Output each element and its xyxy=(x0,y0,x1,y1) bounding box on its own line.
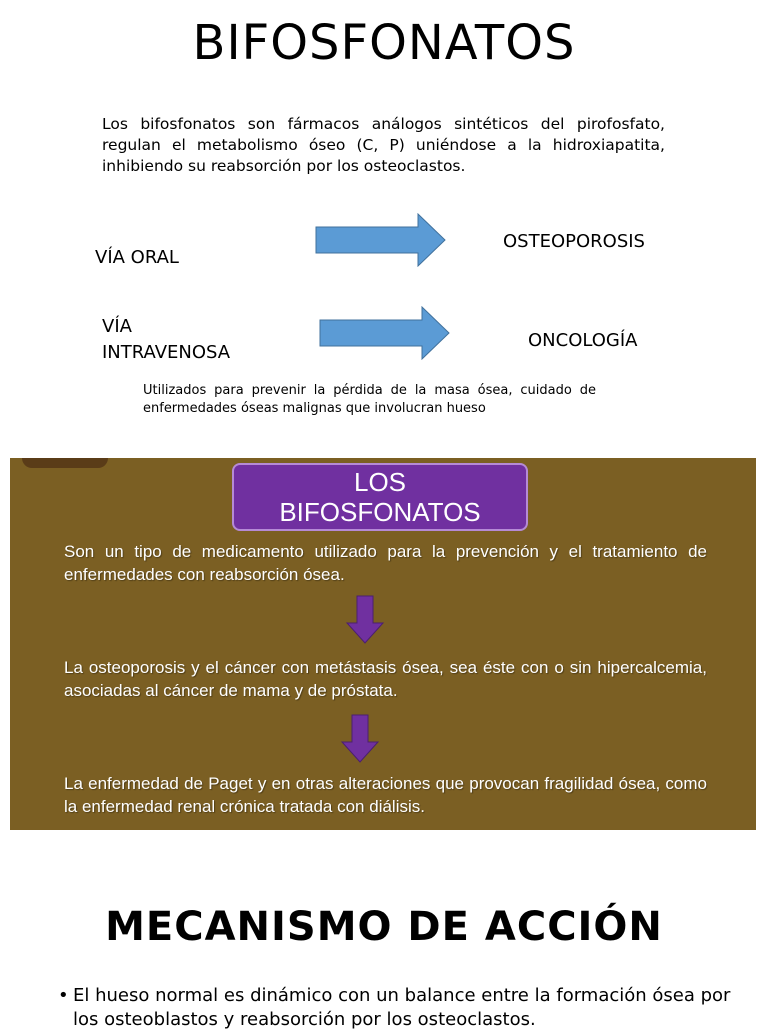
list-item xyxy=(58,984,738,1032)
route-intravenous-label xyxy=(102,314,230,366)
mechanism-title: MECANISMO DE ACCIÓN xyxy=(105,904,663,950)
slide-paragraph-3: La enfermedad de Paget y en otras alteraciones que provocan fragilidad ósea, como la enfermedad renal crónica tratada con diálisis. xyxy=(64,774,707,816)
right-arrow-icon xyxy=(314,213,446,267)
slide-title-line2: BIFOSFONATOS xyxy=(279,497,481,527)
route-oral-label: VÍA ORAL xyxy=(95,247,179,268)
route-intravenous-line1: VÍA xyxy=(102,316,132,337)
use-osteoporosis-label: OSTEOPOROSIS xyxy=(503,231,645,252)
slide-paragraph-2: La osteoporosis y el cáncer con metástasis ósea, sea éste con o sin hipercalcemia, asociadas al cáncer de mama y de próstata. xyxy=(64,658,707,700)
slide-corner-decoration xyxy=(22,458,108,468)
down-arrow-icon xyxy=(340,714,380,764)
list-item-text: El hueso normal es dinámico con un balance entre la formación ósea por los osteoblastos y reabsorción por los osteoclastos. xyxy=(73,985,731,1030)
slide-title-box xyxy=(232,463,528,531)
slide-paragraph-1: Son un tipo de medicamento utilizado para la prevención y el tratamiento de enfermedades con reabsorción ósea. xyxy=(64,542,707,584)
down-arrow-icon xyxy=(345,595,385,645)
usage-note: Utilizados para prevenir la pérdida de la masa ósea, cuidado de enfermedades óseas malignas que involucran hueso xyxy=(143,383,596,416)
mechanism-list xyxy=(58,984,738,1032)
route-intravenous-line2: INTRAVENOSA xyxy=(102,342,231,363)
embedded-slide-image xyxy=(10,458,756,830)
intro-paragraph: Los bifosfonatos son fármacos análogos sintéticos del pirofosfato, regulan el metabolismo óseo (C, P) uniéndose a la hidroxiapatita, inhibiendo su reabsorción por los osteoclastos. xyxy=(102,115,665,175)
right-arrow-icon xyxy=(318,306,450,360)
bullet-icon: • xyxy=(58,985,69,1006)
slide-title-line1: LOS xyxy=(353,467,407,497)
use-oncology-label: ONCOLOGÍA xyxy=(528,330,638,351)
page-title: BIFOSFONATOS xyxy=(192,15,576,71)
